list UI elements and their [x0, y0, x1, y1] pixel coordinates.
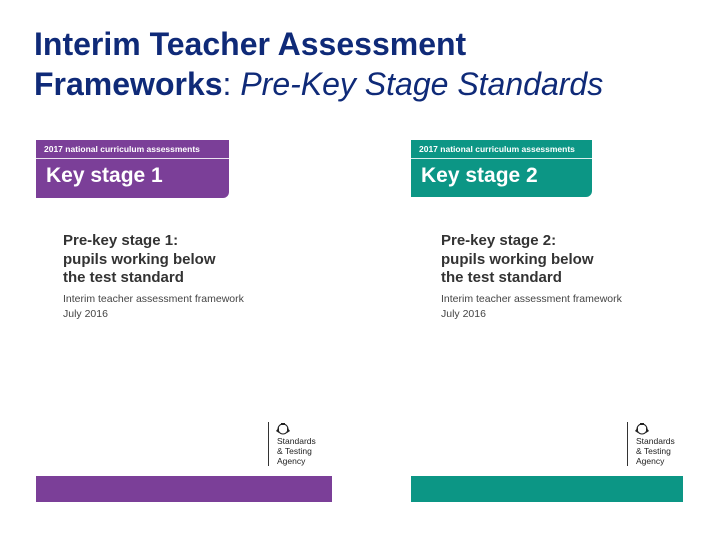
framework-label: Interim teacher assessment framework — [63, 293, 244, 305]
sta-logo — [627, 422, 675, 466]
date-label: July 2016 — [63, 308, 108, 320]
heading-line: pupils working below — [63, 250, 216, 268]
agency-name — [277, 436, 316, 466]
band-title: Key stage 2 — [421, 164, 538, 187]
royal-crest-icon — [634, 422, 650, 436]
framework-label: Interim teacher assessment framework — [441, 293, 622, 305]
cover-heading — [63, 232, 216, 288]
cover-heading — [441, 232, 594, 288]
cover-key-stage-2 — [411, 140, 683, 502]
cover-band — [36, 140, 229, 198]
heading-line: Pre-key stage 2: — [441, 232, 557, 249]
logo-rule — [627, 422, 628, 466]
heading-line: the test standard — [63, 269, 184, 286]
band-divider — [411, 158, 592, 159]
cover-band — [411, 140, 592, 197]
slide-title — [34, 24, 603, 104]
title-line-1: Interim Teacher Assessment — [34, 26, 467, 62]
agency-line: Standards — [277, 436, 316, 446]
sta-logo — [268, 422, 316, 466]
title-subtitle: Pre-Key Stage Standards — [231, 66, 604, 102]
royal-crest-icon — [275, 422, 291, 436]
agency-line: & Testing — [277, 446, 312, 456]
title-colon: : — [222, 66, 232, 102]
date-label: July 2016 — [441, 308, 486, 320]
logo-rule — [268, 422, 269, 466]
title-frameworks: Frameworks — [34, 66, 223, 102]
agency-line: Standards — [636, 436, 675, 446]
cover-bottom-bar — [36, 476, 332, 502]
agency-name — [636, 436, 675, 466]
heading-line: Pre-key stage 1: — [63, 232, 179, 249]
agency-line: Agency — [636, 456, 665, 466]
agency-line: & Testing — [636, 446, 671, 456]
cover-bottom-bar — [411, 476, 683, 502]
cover-key-stage-1 — [36, 140, 332, 502]
heading-line: the test standard — [441, 269, 562, 286]
cover-subtitle — [63, 292, 244, 322]
band-title: Key stage 1 — [46, 164, 163, 187]
band-divider — [36, 158, 229, 159]
band-subtitle: 2017 national curriculum assessments — [44, 144, 200, 154]
agency-line: Agency — [277, 456, 306, 466]
heading-line: pupils working below — [441, 250, 594, 268]
cover-subtitle — [441, 292, 622, 322]
band-subtitle: 2017 national curriculum assessments — [419, 144, 575, 154]
